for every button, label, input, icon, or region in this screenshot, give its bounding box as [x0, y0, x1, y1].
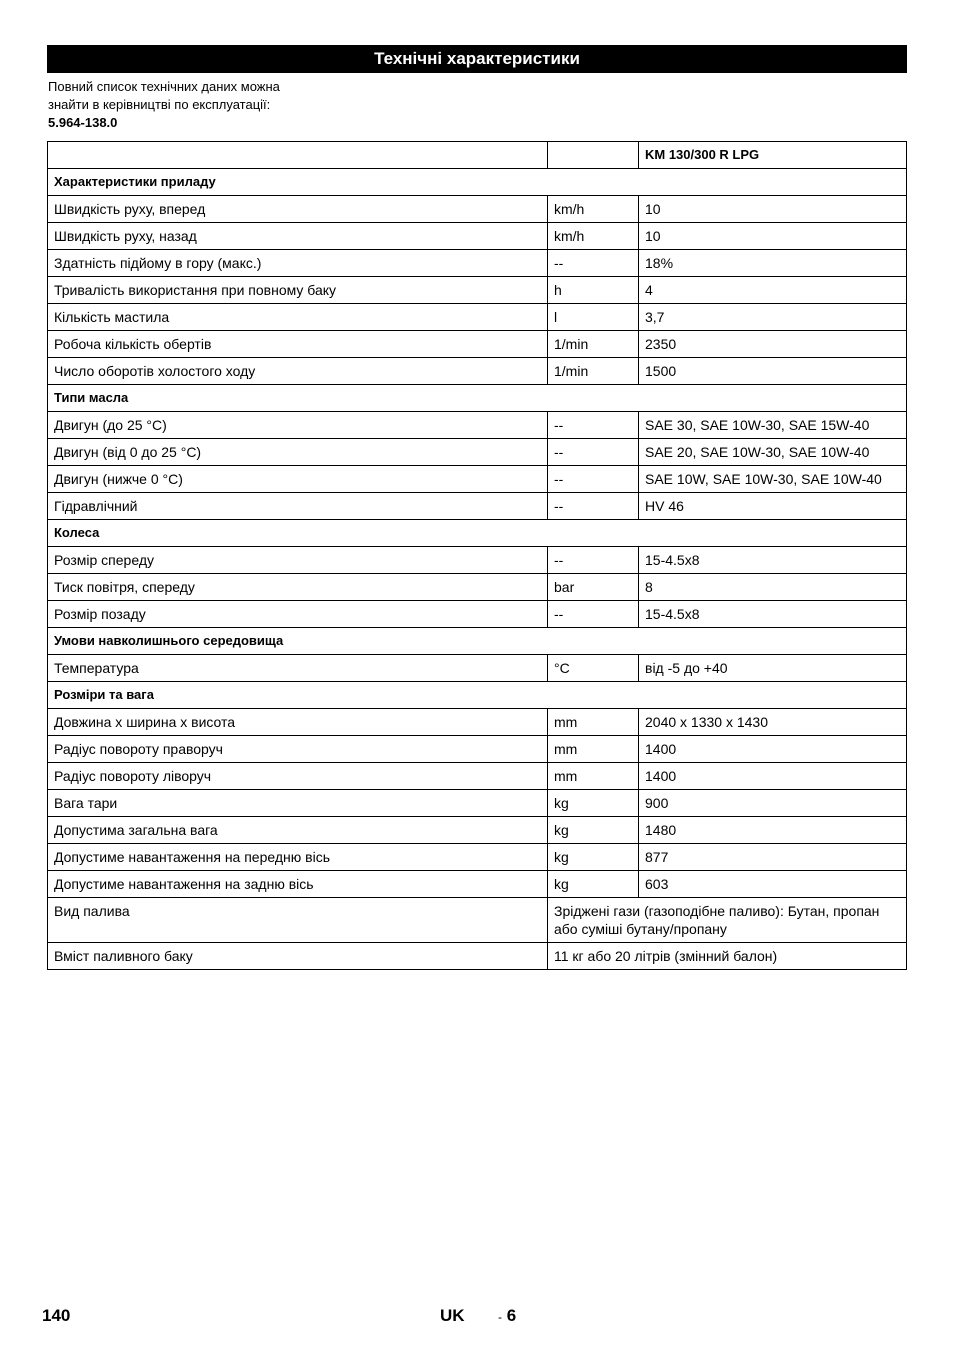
sub-page-number [498, 1306, 516, 1326]
row-value: від -5 до +40 [639, 655, 907, 682]
row-unit: mm [548, 709, 639, 736]
table-row [48, 736, 907, 763]
row-value: 1480 [639, 817, 907, 844]
page-title: Технічні характеристики [47, 45, 907, 73]
row-label: Швидкість руху, назад [48, 223, 548, 250]
row-label: Швидкість руху, вперед [48, 196, 548, 223]
table-row [48, 304, 907, 331]
table-row [48, 763, 907, 790]
table-row [48, 844, 907, 871]
row-value: 1400 [639, 736, 907, 763]
row-label: Допустиме навантаження на задню вісь [48, 871, 548, 898]
row-unit: -- [548, 250, 639, 277]
row-label: Двигун (нижче 0 °C) [48, 466, 548, 493]
row-value: HV 46 [639, 493, 907, 520]
table-row [48, 898, 907, 943]
table-row [48, 871, 907, 898]
row-unit: bar [548, 574, 639, 601]
row-label: Радіус повороту ліворуч [48, 763, 548, 790]
row-label: Вид палива [48, 898, 548, 943]
table-row [48, 601, 907, 628]
section-row [48, 682, 907, 709]
row-label: Розмір спереду [48, 547, 548, 574]
row-label: Температура [48, 655, 548, 682]
row-value: 3,7 [639, 304, 907, 331]
row-value: 877 [639, 844, 907, 871]
row-unit: mm [548, 736, 639, 763]
specs-table [47, 141, 907, 970]
row-value: 2350 [639, 331, 907, 358]
row-label: Радіус повороту праворуч [48, 736, 548, 763]
table-row [48, 817, 907, 844]
row-label: Робоча кількість обертів [48, 331, 548, 358]
row-value: 900 [639, 790, 907, 817]
table-row [48, 277, 907, 304]
row-value: 1400 [639, 763, 907, 790]
row-unit: h [548, 277, 639, 304]
table-row [48, 709, 907, 736]
row-label: Вміст паливного баку [48, 943, 548, 970]
section-title: Колеса [48, 520, 907, 547]
row-value: 15-4.5x8 [639, 601, 907, 628]
table-row [48, 574, 907, 601]
row-unit: -- [548, 493, 639, 520]
row-unit: kg [548, 817, 639, 844]
row-unit: km/h [548, 196, 639, 223]
row-label: Число оборотів холостого ходу [48, 358, 548, 385]
section-row [48, 385, 907, 412]
table-row [48, 943, 907, 970]
row-label: Здатність підйому в гору (макс.) [48, 250, 548, 277]
row-unit: -- [548, 439, 639, 466]
row-unit: -- [548, 412, 639, 439]
row-label: Гідравлічний [48, 493, 548, 520]
row-label: Двигун (від 0 до 25 °C) [48, 439, 548, 466]
table-row [48, 412, 907, 439]
row-label: Тривалість використання при повному баку [48, 277, 548, 304]
row-unit: -- [548, 601, 639, 628]
row-label: Довжина x ширина x висота [48, 709, 548, 736]
section-row [48, 169, 907, 196]
table-header-row [48, 142, 907, 169]
row-label: Розмір позаду [48, 601, 548, 628]
row-merged-value: Зріджені гази (газоподібне паливо): Бутан, пропан або суміші бутану/пропану [548, 898, 907, 943]
table-row [48, 655, 907, 682]
page-number: 140 [42, 1306, 71, 1325]
table-row [48, 466, 907, 493]
row-unit: kg [548, 844, 639, 871]
intro-line-1: Повний список технічних даних можна [48, 79, 280, 94]
row-value: SAE 20, SAE 10W-30, SAE 10W-40 [639, 439, 907, 466]
sub-page-value: 6 [506, 1306, 517, 1325]
section-row [48, 628, 907, 655]
table-row [48, 196, 907, 223]
row-value: 15-4.5x8 [639, 547, 907, 574]
row-value: 4 [639, 277, 907, 304]
row-value: SAE 10W, SAE 10W-30, SAE 10W-40 [639, 466, 907, 493]
row-label: Вага тари [48, 790, 548, 817]
row-value: 18% [639, 250, 907, 277]
row-value: 1500 [639, 358, 907, 385]
table-row [48, 493, 907, 520]
row-value: 10 [639, 196, 907, 223]
table-row [48, 331, 907, 358]
row-value: 10 [639, 223, 907, 250]
row-unit: kg [548, 871, 639, 898]
header-cell-empty-1 [48, 142, 548, 169]
table-row [48, 358, 907, 385]
row-unit: 1/min [548, 331, 639, 358]
table-row [48, 547, 907, 574]
section-title: Типи масла [48, 385, 907, 412]
language-code: UK [440, 1306, 465, 1325]
row-label: Тиск повітря, спереду [48, 574, 548, 601]
sub-page-dash: - [498, 1310, 502, 1324]
row-unit: -- [548, 466, 639, 493]
row-value: 603 [639, 871, 907, 898]
row-unit: °C [548, 655, 639, 682]
row-unit: mm [548, 763, 639, 790]
model-name: KM 130/300 R LPG [639, 142, 907, 169]
row-value: 8 [639, 574, 907, 601]
intro-line-2: знайти в керівництві по експлуатації: [48, 97, 271, 112]
row-unit: -- [548, 547, 639, 574]
row-label: Кількість мастила [48, 304, 548, 331]
section-row [48, 520, 907, 547]
row-merged-value: 11 кг або 20 літрів (змінний балон) [548, 943, 907, 970]
manual-reference: 5.964-138.0 [48, 115, 118, 130]
row-label: Допустима загальна вага [48, 817, 548, 844]
row-unit: l [548, 304, 639, 331]
intro-text [48, 78, 348, 132]
row-unit: km/h [548, 223, 639, 250]
table-row [48, 790, 907, 817]
row-label: Допустиме навантаження на передню вісь [48, 844, 548, 871]
header-cell-empty-2 [548, 142, 639, 169]
row-unit: kg [548, 790, 639, 817]
row-value: SAE 30, SAE 10W-30, SAE 15W-40 [639, 412, 907, 439]
section-title: Розміри та вага [48, 682, 907, 709]
section-title: Характеристики приладу [48, 169, 907, 196]
row-unit: 1/min [548, 358, 639, 385]
section-title: Умови навколишнього середовища [48, 628, 907, 655]
row-label: Двигун (до 25 °C) [48, 412, 548, 439]
row-value: 2040 x 1330 x 1430 [639, 709, 907, 736]
table-row [48, 223, 907, 250]
table-row [48, 439, 907, 466]
table-row [48, 250, 907, 277]
